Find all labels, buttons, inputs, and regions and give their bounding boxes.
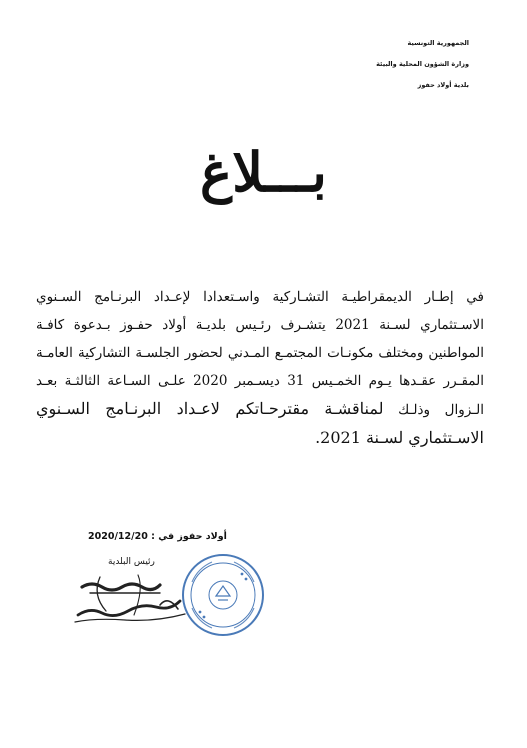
document-title: بـــلاغ (200, 140, 327, 204)
letterhead-municipality: بلدية أولاد حفوز (417, 80, 469, 89)
signature-stamp-icon (60, 565, 200, 630)
letterhead-ministry: وزارة الشؤون المحلية والبيئة (376, 59, 469, 68)
announcement-last-line: لمناقشـة مقترحـاتكم لاعـداد البرنـامج السـنوي الاسـتثماري لسـنة 2021. (36, 399, 484, 447)
letterhead-republic: الجمهورية التونسية (407, 39, 469, 47)
announcement-paragraph: في إطـار الديمقراطيـة التشـاركية واسـتعدادا لإعـداد البرنـامج السـنوي الاسـتثماري لسـنة 2021 يتشـرف رئـيس بلديـة أولاد حفـوز بـدعوة كافـة المواطنين ومختلف مكونـات المجتمـع المـدني لحضور الجلسـة التشاركية العامـة المقـرر عقـدها يـوم الخمـيس 31 ديسـمبر 2020 علـى السـاعة الثالثـة بعـد الـزوال وذلـك (36, 289, 484, 418)
announcement-body (36, 283, 484, 453)
place-date: أولاد حفوز في : 2020/12/20 (88, 531, 227, 542)
signatory-title: رئيس البلدية (108, 557, 155, 567)
letterhead (269, 40, 469, 102)
